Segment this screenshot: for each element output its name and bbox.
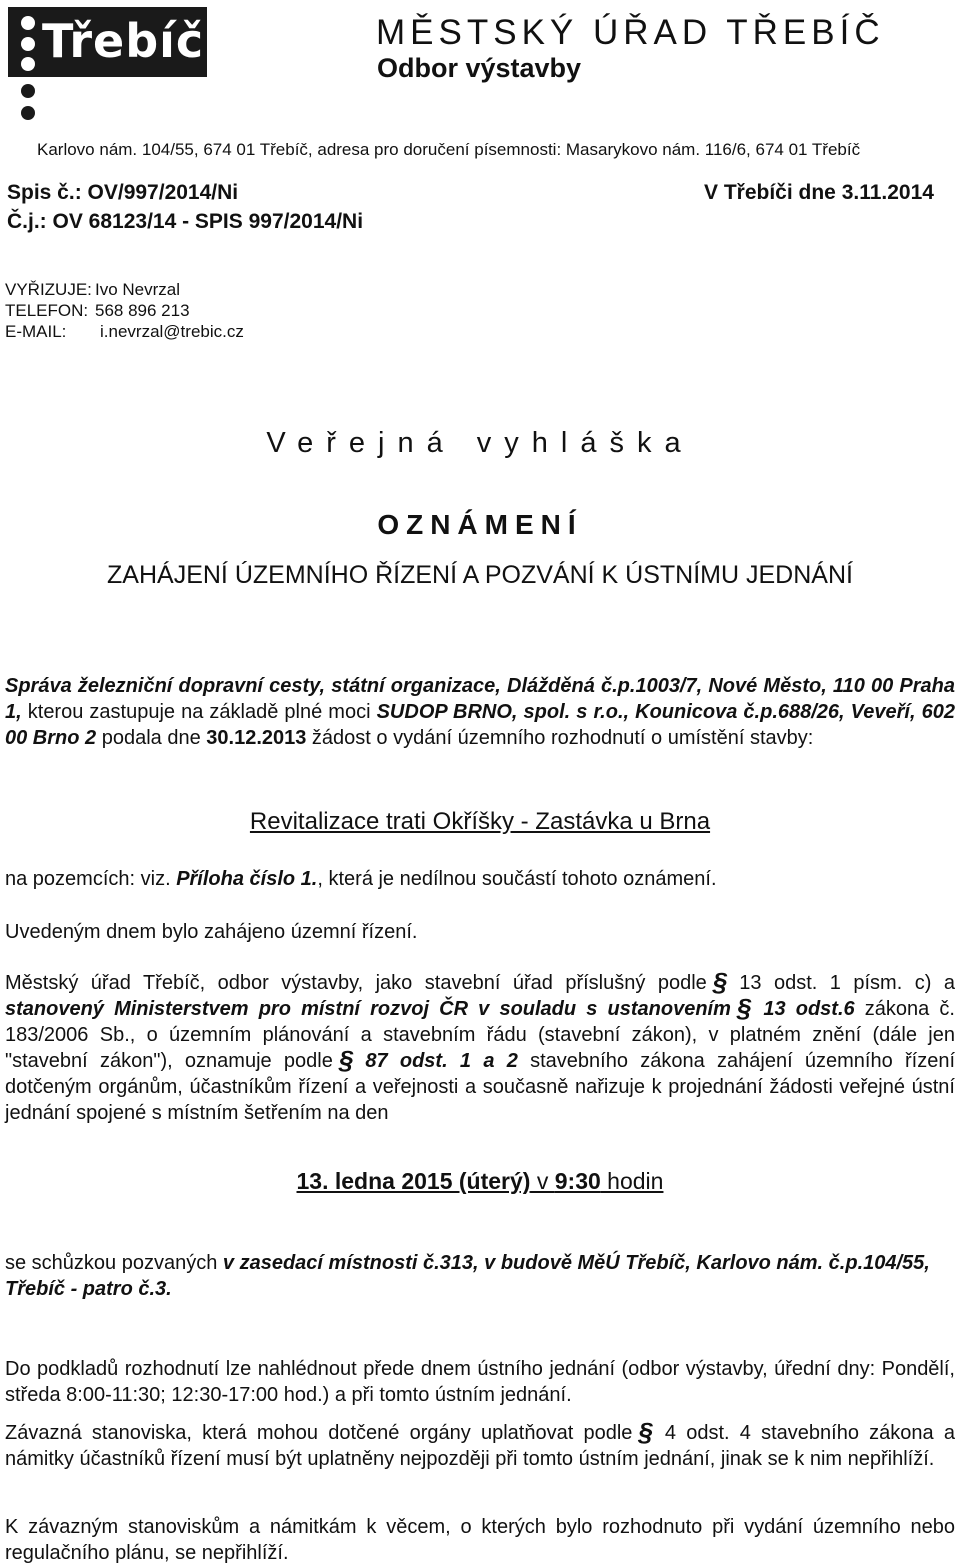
logo-dot-icon [21,106,35,120]
legal-part-3: stanovený Ministerstvem pro místní rozvoj ČR v souladu s ustanovením [5,998,731,1020]
request-text: žádost o vydání územního rozhodnutí o umístění stavby: [306,727,814,749]
department-name: Odbor výstavby [377,53,582,83]
logo-text: Třebíč [42,14,205,68]
contact-phone-row [5,300,244,321]
meeting-place [5,1250,955,1302]
legal-part-2: 13 odst. 1 písm. c) a [739,972,955,994]
hearing-at: v [530,1168,555,1194]
email-label: E-MAIL: [5,322,67,341]
logo-dot-icon [21,57,35,71]
location-prefix: na pozemcích: viz. [5,868,177,890]
section-sign-icon: § [638,1417,653,1447]
notice-subtitle: ZAHÁJENÍ ÚZEMNÍHO ŘÍZENÍ A POZVÁNÍ K ÚSTNÍMU JEDNÁNÍ [107,561,853,589]
legal-part-1: Městský úřad Třebíč, odbor výstavby, jako stavební úřad příslušný podle [5,972,707,994]
handler-value: Ivo Nevrzal [95,280,181,299]
location-line [5,866,955,892]
legal-part-6: , o územním plánování a stavebním řádu (stavební zákon), v platném znění (dále jen "stavební zákon"), oznamuje podle [5,1024,955,1072]
contact-handler-row [5,279,244,300]
legal-part-8: 1 a 2 [459,1050,518,1072]
intro-paragraph [5,673,955,751]
opinions-part-a: Závazná stanoviska, která mohou dotčené orgány uplatňovat podle [5,1422,633,1444]
location-suffix: , která je nedílnou součástí tohoto oznámení. [317,868,717,890]
handler-label: VYŘIZUJE: [5,280,92,299]
document-date: V Třebíči dne 3.11.2014 [704,181,934,204]
section-sign-icon: § [338,1045,354,1075]
meeting-prefix: se schůzkou pozvaných [5,1252,223,1274]
logo-box [8,7,207,77]
hearing-time: 9:30 [554,1168,601,1194]
office-title: MĚSTSKÝ ÚŘAD TŘEBÍČ [376,13,885,52]
hearing-datetime [0,1168,960,1195]
decided-matters-paragraph: K závazným stanoviskům a námitkám k věcem, o kterých bylo rozhodnuto při vydání územního nebo regulačního plánu, se nepřihlíží. [5,1516,955,1564]
filed-text: podala dne [96,727,207,749]
opinions-part-b: 4 odst. 4 stavebního zákona a námitky účastníků řízení musí být uplatněny nejpozději při tomto ústním jednání, jinak se k nim nepřihlíží. [5,1422,955,1470]
legal-part-5: zákona č. 183/2006 Sb. [5,998,955,1046]
hearing-date: 13. ledna 2015 (úterý) [296,1168,531,1194]
legal-part-9: stavebního zákona zahájení územního řízení dotčeným orgánům, účastníkům řízení a veřejnosti a současně nařizuje k projednání žádosti veřejné ústní jednání spojené s místním šetřením na den [5,1050,956,1124]
reference-number: Č.j.: OV 68123/14 - SPIS 997/2014/Ni [7,210,364,233]
logo-dot-icon [21,37,35,51]
meeting-location: v zasedací místnosti č.313, v budově MěÚ Třebíč, Karlovo nám. č.p.104/55, Třebíč - patro č.3. [5,1252,930,1300]
legal-part-7: 87 odst. [365,1050,448,1072]
represented-text: kterou zastupuje na základě plné moci [21,701,377,723]
documents-paragraph: Do podkladů rozhodnutí lze nahlédnout přede dnem ústního jednání (odbor výstavby, úřední dny: Pondělí, středa 8:00-11:30; 12:30-17:00 hod.) a při tomto ústním jednání. [5,1358,955,1406]
project-name: Revitalizace trati Okříšky - Zastávka u Brna [249,808,711,835]
section-sign-icon: § [712,967,728,997]
reference-block [7,178,363,236]
opinions-paragraph [5,1417,955,1472]
phone-label: TELEFON: [5,301,89,320]
contact-block [5,279,244,342]
legal-paragraph [5,967,956,1126]
contact-email-row [5,321,244,342]
representative: SUDOP BRNO, spol. s r.o., Kounicova č.p.688/26, Veveří, 602 00 Brno 2 [5,701,955,749]
city-logo [8,7,208,125]
filed-date: 30.12.2013 [206,727,307,749]
email-value: i.nevrzal@trebic.cz [100,322,244,341]
office-address: Karlovo nám. 104/55, 674 01 Třebíč, adresa pro doručení písemnosti: Masarykovo nám. 116/6, 674 01 Třebíč [37,140,861,159]
attachment-reference: Příloha číslo 1. [176,868,318,890]
applicant: Správa železniční dopravní cesty, státní organizace, Dlážděná č.p.1003/7, Nové Město, 110 00 Praha 1, [5,675,955,723]
proceedings-started: Uvedeným dnem bylo zahájeno územní řízení. [5,921,418,943]
public-notice-title: Veřejná vyhláška [266,427,694,459]
legal-part-4: 13 odst.6 [763,998,855,1020]
phone-value: 568 896 213 [95,301,190,320]
logo-dot-icon [21,16,35,30]
notice-title: OZNÁMENÍ [377,509,583,540]
section-sign-icon: § [736,993,752,1023]
hearing-hour-word: hodin [600,1168,664,1194]
file-number: Spis č.: OV/997/2014/Ni [7,181,239,204]
logo-dot-icon [21,84,35,98]
